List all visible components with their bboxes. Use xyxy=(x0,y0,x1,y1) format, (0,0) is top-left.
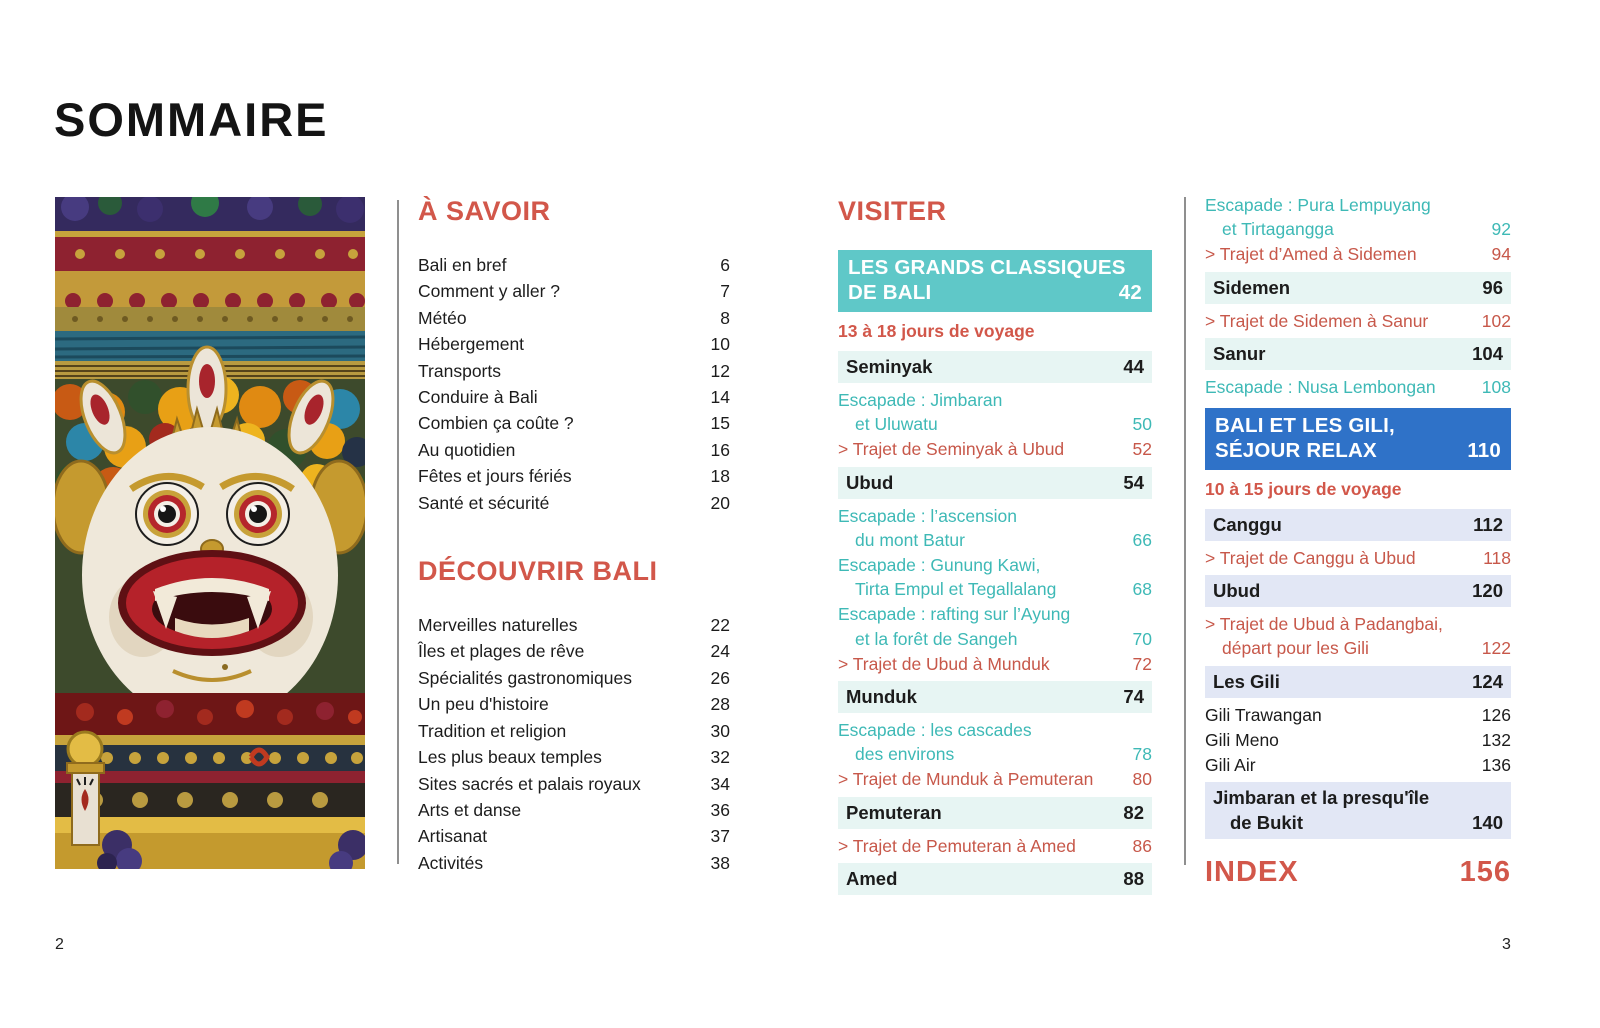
toc-entry-label: Escapade : Jimbaran xyxy=(838,390,1003,410)
toc-row xyxy=(418,612,730,638)
toc-row-page: 6 xyxy=(720,255,730,275)
toc-entry xyxy=(838,718,1152,766)
toc-entry xyxy=(838,797,1152,829)
section-heading-visiter: VISITER xyxy=(838,196,947,226)
toc-row xyxy=(418,358,730,384)
toc-entry-page: 44 xyxy=(1123,356,1144,377)
barong-mask-photo xyxy=(55,197,365,869)
section-heading-decouvrir-bali: DÉCOUVRIR BALI xyxy=(418,556,658,587)
toc-row-page: 15 xyxy=(710,413,730,434)
toc-entry xyxy=(838,652,1152,676)
toc-entry-page: 122 xyxy=(1481,638,1511,659)
toc-row-page: 38 xyxy=(710,852,730,873)
section-box-line1: BALI ET LES GILI, xyxy=(1215,414,1395,438)
toc-entry xyxy=(1205,703,1511,727)
toc-entry-label: > Trajet d’Amed à Sidemen xyxy=(1205,244,1417,265)
toc-row xyxy=(418,691,730,717)
folio-right: 3 xyxy=(1502,936,1511,953)
toc-row-page: 24 xyxy=(710,641,730,662)
toc-entry-label: > Trajet de Seminyak à Ubud xyxy=(838,439,1065,460)
toc-entry-page: 92 xyxy=(1491,219,1511,240)
toc-row-page: 36 xyxy=(710,799,730,820)
section-subtitle-duration: 13 à 18 jours de voyage xyxy=(838,321,1035,341)
toc-entry-page: 112 xyxy=(1473,514,1503,536)
toc-entry xyxy=(1205,272,1511,304)
toc-entry-label: Sidemen xyxy=(1213,276,1291,298)
toc-entry-label: Munduk xyxy=(846,686,917,708)
toc-row-label: Météo xyxy=(418,307,467,328)
toc-row-page: 32 xyxy=(710,747,730,768)
toc-row xyxy=(418,490,730,516)
toc-row xyxy=(418,850,730,876)
toc-entry-label: Escapade : Nusa Lembongan xyxy=(1205,376,1436,397)
section-box-bali-gili xyxy=(1205,408,1511,470)
toc-entry-label: > Trajet de Sidemen à Sanur xyxy=(1205,310,1429,331)
toc-entry-label: > Trajet de Canggu à Ubud xyxy=(1205,548,1416,569)
toc-entry-page: 74 xyxy=(1123,686,1144,708)
section-box-line1: LES GRANDS CLASSIQUES xyxy=(848,256,1126,279)
toc-entry-label: > Trajet de Munduk à Pemuteran xyxy=(838,769,1094,790)
toc-row-page: 28 xyxy=(710,694,730,715)
toc-entry-page: 66 xyxy=(1132,529,1152,550)
toc-row-label: Hébergement xyxy=(418,334,525,355)
toc-row-label: Arts et danse xyxy=(418,799,522,820)
toc-row-label: Un peu d'histoire xyxy=(418,694,549,715)
toc-entry-label: et la forêt de Sangeh xyxy=(855,628,1018,649)
toc-entry-label: > Trajet de Pemuteran à Amed xyxy=(838,835,1076,856)
toc-entry xyxy=(1205,338,1511,370)
a-savoir-list xyxy=(418,252,730,516)
toc-entry-label: Ubud xyxy=(1213,580,1261,602)
toc-entry-label: Gili Meno xyxy=(1205,729,1279,750)
section-heading-a-savoir: À SAVOIR xyxy=(418,196,551,226)
toc-entry-page: 72 xyxy=(1132,653,1152,674)
toc-row-page: 20 xyxy=(710,492,730,513)
toc-entry xyxy=(1205,782,1511,839)
toc-entry-page: 118 xyxy=(1483,548,1511,569)
column-visiter xyxy=(838,196,1152,900)
toc-entry xyxy=(838,553,1152,601)
index-label: INDEX xyxy=(1205,856,1299,889)
toc-row xyxy=(418,823,730,849)
toc-entry-page: 54 xyxy=(1123,471,1144,493)
toc-entry xyxy=(1205,546,1511,570)
toc-entry-label: Gili Air xyxy=(1205,755,1256,776)
toc-entry-page: 108 xyxy=(1481,376,1511,397)
toc-entry-page: 88 xyxy=(1123,867,1144,889)
column-divider-right xyxy=(1184,197,1186,865)
toc-row-page: 7 xyxy=(720,281,730,302)
index-row xyxy=(1205,856,1511,889)
toc-row-label: Fêtes et jours fériés xyxy=(418,466,572,487)
toc-row-page: 34 xyxy=(710,773,730,794)
toc-entry-label: Jimbaran et la presqu'île xyxy=(1213,787,1430,809)
toc-entry-label: et Tirtagangga xyxy=(1222,219,1334,240)
toc-entry-label: Sanur xyxy=(1213,342,1266,364)
toc-row xyxy=(418,638,730,664)
toc-entry-label: Pemuteran xyxy=(846,801,942,823)
toc-entry xyxy=(1205,666,1511,698)
toc-row xyxy=(418,410,730,436)
toc-entry-page: 82 xyxy=(1123,801,1144,823)
toc-entry-label: de Bukit xyxy=(1230,812,1303,834)
toc-row-label: Bali en bref xyxy=(418,255,507,275)
toc-entry xyxy=(838,681,1152,713)
toc-row-label: Santé et sécurité xyxy=(418,492,550,513)
toc-row xyxy=(418,771,730,797)
toc-row-label: Comment y aller ? xyxy=(418,281,560,302)
toc-row xyxy=(418,665,730,691)
section-box-grands-classiques xyxy=(838,250,1152,312)
barong-mask-illustration xyxy=(55,197,365,869)
toc-entry xyxy=(838,863,1152,895)
toc-entry xyxy=(838,504,1152,552)
decouvrir-bali-list xyxy=(418,612,730,876)
toc-entry-page: 124 xyxy=(1472,670,1503,692)
section-box-page: 42 xyxy=(1118,281,1142,304)
toc-row-label: Transports xyxy=(418,360,501,381)
toc-row-page: 30 xyxy=(710,720,730,741)
toc-entry-page: 120 xyxy=(1472,580,1503,602)
toc-row-label: Merveilles naturelles xyxy=(418,615,578,636)
right-top-entry-list xyxy=(1205,192,1511,400)
toc-entry-label: Escapade : l’ascension xyxy=(838,505,1017,526)
toc-row-page: 16 xyxy=(710,439,730,460)
toc-row xyxy=(418,252,730,278)
toc-row xyxy=(418,437,730,463)
toc-row-label: Conduire à Bali xyxy=(418,387,538,408)
toc-row-page: 14 xyxy=(710,387,730,408)
toc-entry xyxy=(838,437,1152,461)
page-title: SOMMAIRE xyxy=(54,93,329,146)
toc-entry xyxy=(838,467,1152,499)
toc-entry xyxy=(838,834,1152,858)
toc-entry-label: Ubud xyxy=(846,471,894,493)
toc-row-label: Sites sacrés et palais royaux xyxy=(418,773,641,794)
section-box-page: 110 xyxy=(1467,439,1501,463)
toc-row xyxy=(418,463,730,489)
toc-entry-label: > Trajet de Ubud à Padangbai, xyxy=(1205,614,1443,635)
toc-entry-label: Escapade : Gunung Kawi, xyxy=(838,555,1041,576)
toc-entry-label: des environs xyxy=(855,744,955,765)
toc-row xyxy=(418,744,730,770)
toc-entry-page: 96 xyxy=(1482,276,1503,298)
column-a-savoir xyxy=(418,196,730,876)
toc-entry-page: 136 xyxy=(1481,755,1511,776)
toc-entry xyxy=(1205,728,1511,752)
toc-entry-page: 80 xyxy=(1132,769,1152,790)
toc-entry-page: 140 xyxy=(1472,812,1503,834)
toc-entry-label: > Trajet de Ubud à Munduk xyxy=(838,653,1050,674)
index-page: 156 xyxy=(1459,856,1511,889)
right-bottom-entry-list xyxy=(1205,504,1511,844)
toc-entry-label: Seminyak xyxy=(846,356,933,377)
toc-entry-page: 52 xyxy=(1132,439,1152,460)
toc-entry xyxy=(1205,193,1511,241)
toc-entry-page: 104 xyxy=(1472,342,1503,364)
toc-entry xyxy=(1205,612,1511,660)
toc-entry-label: Gili Trawangan xyxy=(1205,704,1322,725)
toc-row-label: Artisanat xyxy=(418,826,488,847)
toc-entry-page: 102 xyxy=(1481,310,1511,331)
toc-row-page: 22 xyxy=(710,615,730,636)
toc-entry xyxy=(1205,753,1511,777)
toc-entry-label: départ pour les Gili xyxy=(1222,638,1369,659)
toc-row xyxy=(418,305,730,331)
toc-row xyxy=(418,797,730,823)
toc-entry xyxy=(1205,575,1511,607)
toc-row xyxy=(418,278,730,304)
toc-row-page: 18 xyxy=(710,466,730,487)
toc-entry xyxy=(838,767,1152,791)
toc-row-label: Îles et plages de rêve xyxy=(418,641,585,662)
toc-entry-page: 70 xyxy=(1132,628,1152,649)
toc-row-page: 12 xyxy=(710,360,730,381)
toc-row-page: 10 xyxy=(710,334,730,355)
toc-row-label: Les plus beaux temples xyxy=(418,747,602,768)
toc-entry-label: Canggu xyxy=(1213,514,1282,536)
toc-entry-label: Escapade : les cascades xyxy=(838,720,1032,741)
toc-row-label: Spécialités gastronomiques xyxy=(418,667,633,688)
toc-row-page: 8 xyxy=(720,307,730,328)
toc-entry-page: 78 xyxy=(1132,744,1152,765)
toc-entry-page: 68 xyxy=(1132,579,1152,600)
toc-entry-label: du mont Batur xyxy=(855,529,965,550)
section-box-line2: DE BALI xyxy=(848,281,932,304)
toc-row-page: 26 xyxy=(710,667,730,688)
toc-entry-page: 126 xyxy=(1481,704,1511,725)
toc-row-page: 37 xyxy=(710,826,730,847)
toc-entry-label: Tirta Empul et Tegallalang xyxy=(855,579,1057,600)
toc-row-label: Au quotidien xyxy=(418,439,516,460)
toc-entry-label: Amed xyxy=(846,867,898,889)
toc-row xyxy=(418,331,730,357)
section-subtitle-duration: 10 à 15 jours de voyage xyxy=(1205,479,1402,500)
visiter-entry-list xyxy=(838,346,1152,900)
toc-entry-label: Escapade : rafting sur l’Ayung xyxy=(838,604,1071,625)
toc-entry-label: Les Gili xyxy=(1213,670,1280,692)
toc-entry xyxy=(838,388,1152,436)
toc-entry xyxy=(1205,375,1511,399)
toc-entry-label: Escapade : Pura Lempuyang xyxy=(1205,195,1431,215)
toc-entry xyxy=(1205,309,1511,333)
column-right xyxy=(1205,192,1511,889)
toc-row-label: Activités xyxy=(418,852,484,873)
folio-left: 2 xyxy=(55,936,64,953)
toc-entry-page: 94 xyxy=(1491,244,1511,265)
section-box-line2: SÉJOUR RELAX xyxy=(1215,439,1377,463)
toc-row-label: Tradition et religion xyxy=(418,720,567,741)
toc-entry-page: 50 xyxy=(1132,414,1152,435)
toc-row xyxy=(418,384,730,410)
toc-entry xyxy=(1205,242,1511,266)
toc-row-label: Combien ça coûte ? xyxy=(418,413,574,434)
toc-entry-page: 132 xyxy=(1481,729,1511,750)
toc-entry xyxy=(838,602,1152,650)
toc-entry-page: 86 xyxy=(1132,835,1152,856)
toc-entry xyxy=(1205,509,1511,541)
toc-row xyxy=(418,718,730,744)
toc-entry xyxy=(838,351,1152,383)
toc-entry-label: et Uluwatu xyxy=(855,414,938,435)
column-divider-left xyxy=(397,200,399,864)
